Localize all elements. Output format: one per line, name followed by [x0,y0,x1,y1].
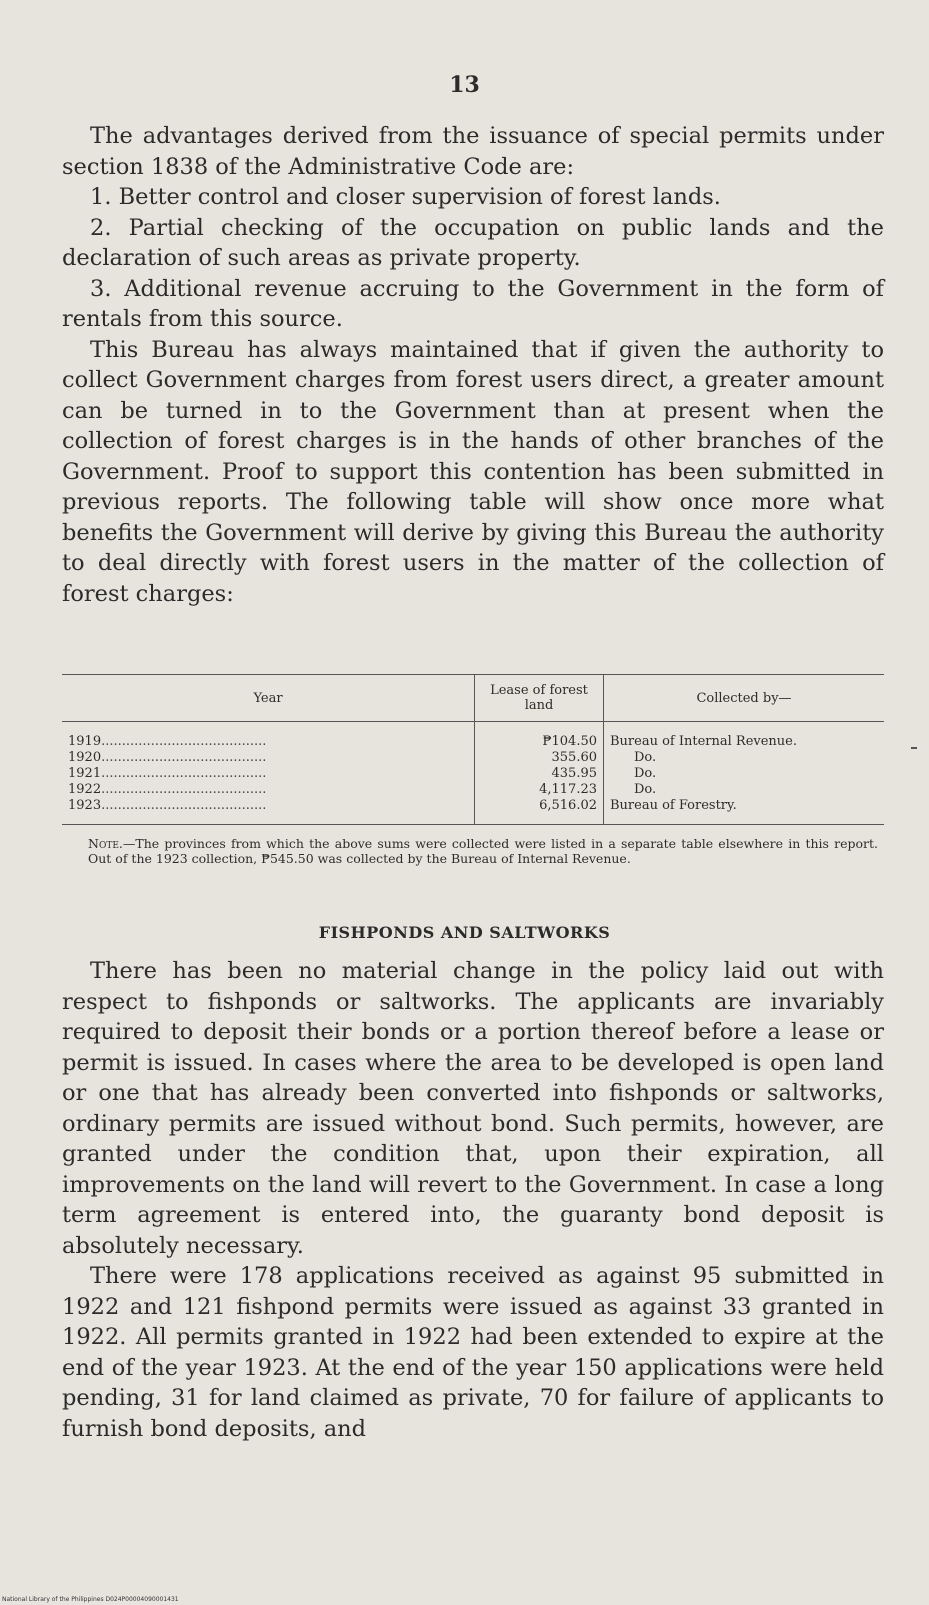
table-row [62,782,884,798]
note-label: Note. [88,836,123,851]
table-note [88,836,878,866]
header-lease: Lease of forest land [475,675,604,722]
stray-mark [911,747,917,749]
note-text: —The provinces from which the above sums were collected were listed in a separate table elsewhere in this report. Out of the 1923 collection, ₱545.50 was collected by the Bureau of Internal Revenue. [88,836,878,866]
cell-amount: ₱104.50 [475,722,604,751]
header-year: Year [62,675,475,722]
list-item: 1. Better control and closer supervision of forest lands. [90,184,721,210]
cell-year: 1922........................................ [68,782,267,797]
list-item: 2. Partial checking of the occupation on public lands and the declaration of such areas as private property. [62,214,884,271]
paragraph: There were 178 applications received as against 95 submitted in 1922 and 121 fishpond permits were issued as against 33 granted in 1922. All permits granted in 1922 had been extended to expire at the end of the year 1923. At the end of the year 150 applications were held pending, 31 for land claimed as private, 70 for failure of applicants to furnish bond deposits, and [62,1263,884,1442]
header-collected-by: Collected by— [604,675,885,722]
cell-amount: 6,516.02 [475,798,604,825]
table-row [62,722,884,751]
table-row [62,798,884,825]
cell-collected-by: Bureau of Forestry. [604,798,885,825]
page-number: 13 [449,72,480,98]
cell-collected-by: Do. [604,750,885,766]
section-text-block [62,956,884,1444]
section-heading: FISHPONDS AND SALTWORKS [318,923,611,942]
archive-footer-mark: National Library of the Philippines D024P00004090001431 [2,1596,179,1603]
cell-amount: 355.60 [475,750,604,766]
table-row [62,766,884,782]
paragraph: There has been no material change in the policy laid out with respect to fishponds or saltworks. The applicants are invariably required to deposit their bonds or a portion thereof before a lease or permit is issued. In cases where the area to be developed is open land or one that has already been converted into fishponds or saltworks, ordinary permits are issued without bond. Such permits, however, are granted under the condition that, upon their expiration, all improvements on the land will revert to the Government. In case a long term agreement is entered into, the guaranty bond deposit is absolutely necessary. [62,958,884,1259]
paragraph: The advantages derived from the issuance of special permits under section 1838 of the Administrative Code are: [62,123,884,180]
cell-year: 1921........................................ [68,766,267,781]
intro-text-block [62,121,884,609]
cell-year: 1920........................................ [68,750,267,765]
cell-collected-by: Do. [604,782,885,798]
cell-collected-by: Bureau of Internal Revenue. [604,722,885,751]
table-header-row [62,675,884,722]
cell-amount: 435.95 [475,766,604,782]
paragraph: This Bureau has always maintained that if given the authority to collect Government charges from forest users direct, a greater amount can be turned in to the Government than at present when the collection of forest charges is in the hands of other branches of the Government. Proof to support this contention has been submitted in previous reports. The following table will show once more what benefits the Government will derive by giving this Bureau the authority to deal directly with forest users in the matter of the collection of forest charges: [62,336,884,607]
table-row [62,750,884,766]
cell-year: 1923........................................ [62,798,475,825]
cell-amount: 4,117.23 [475,782,604,798]
cell-collected-by: Do. [604,766,885,782]
collections-table [62,674,884,825]
list-item: 3. Additional revenue accruing to the Government in the form of rentals from this source. [62,275,884,332]
cell-year: 1919........................................ [68,734,267,749]
